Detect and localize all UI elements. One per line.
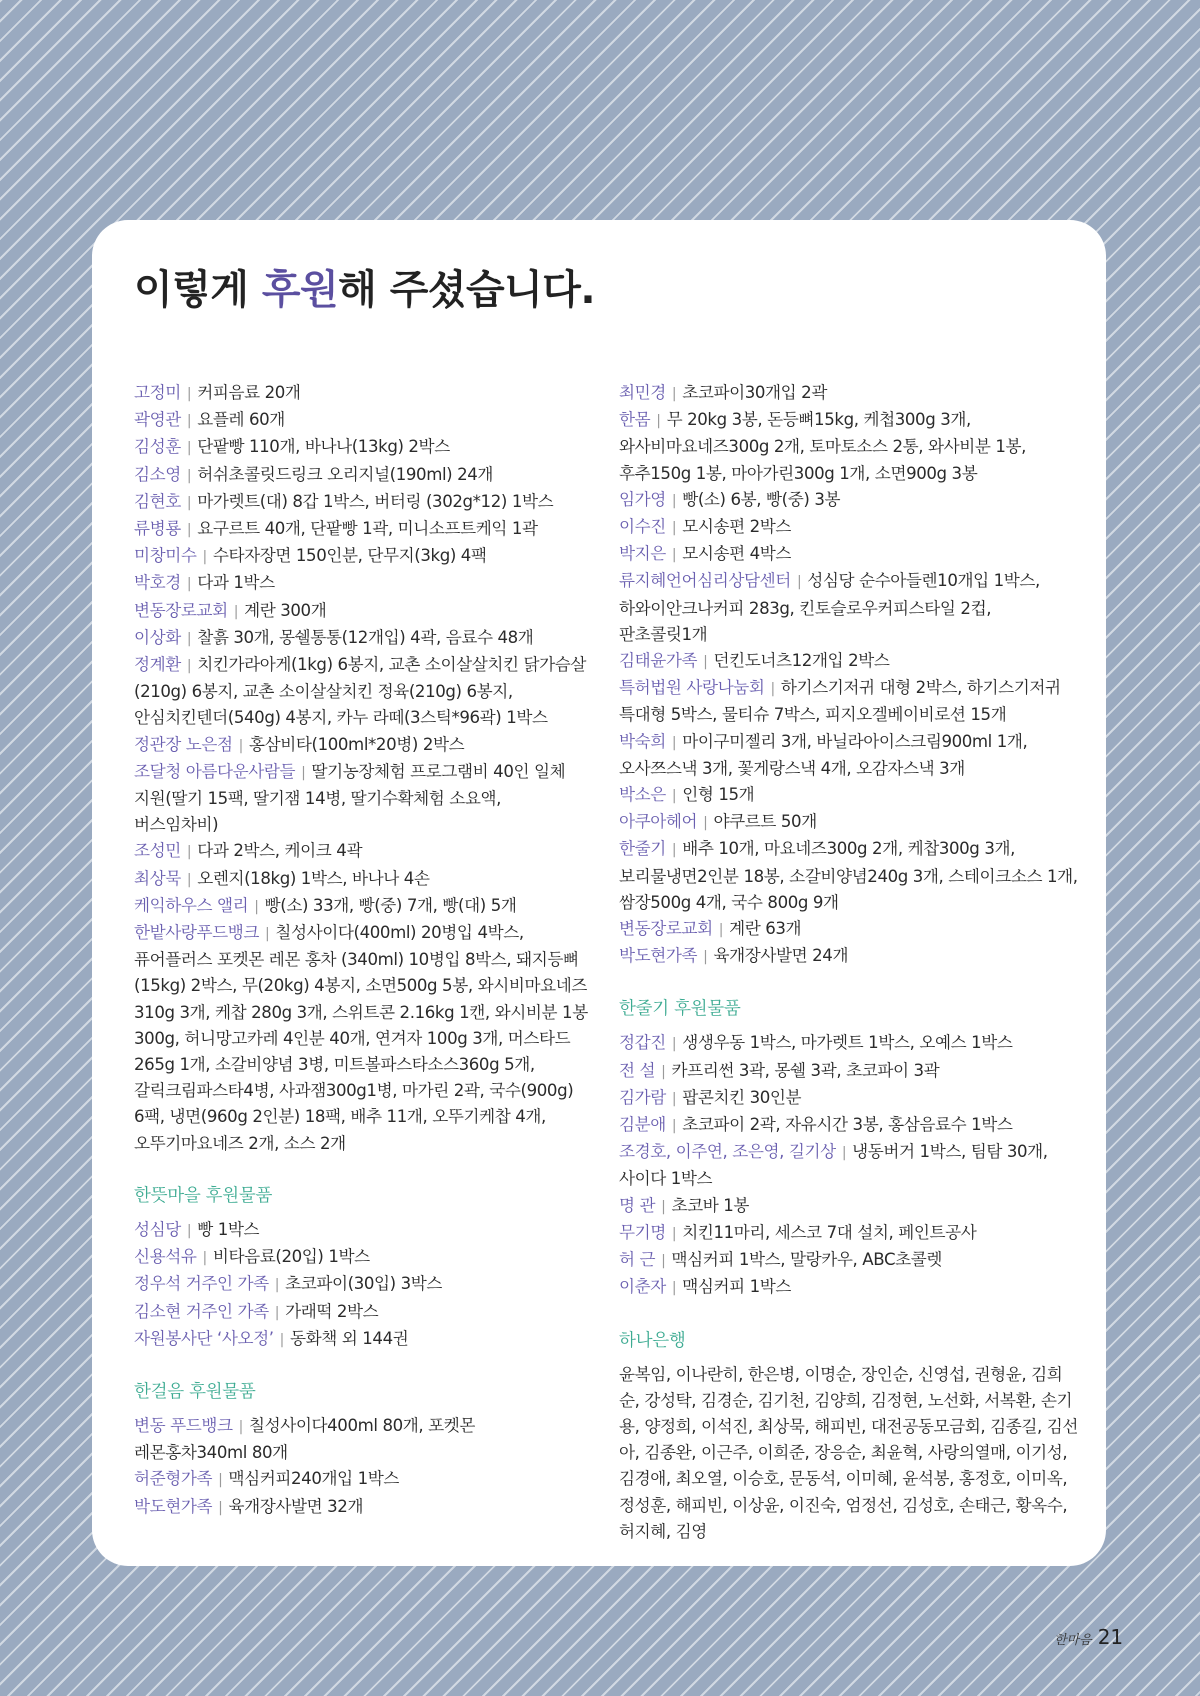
donor-name: 조경호, 이주연, 조은영, 길기상 (619, 1142, 836, 1162)
separator-bar: | (671, 1118, 677, 1135)
donated-items: 커피음료 20개 (197, 383, 301, 402)
donor-entry (619, 729, 1079, 782)
separator-bar: | (186, 467, 192, 484)
donor-name: 특허법원 사랑나눔회 (619, 678, 765, 698)
separator-bar: | (671, 547, 677, 564)
donor-entry (619, 541, 1079, 568)
donor-name: 최상묵 (134, 868, 181, 888)
donor-entry (619, 675, 1079, 728)
separator-bar: | (671, 734, 677, 751)
donor-name: 신용석유 (134, 1247, 197, 1267)
donor-name: 아쿠아헤어 (619, 812, 698, 832)
donated-items: 팝콘치킨 30인분 (682, 1087, 802, 1107)
hanttteum-donor-list (134, 1217, 589, 1353)
donor-name: 허준형가족 (134, 1469, 213, 1489)
separator-bar: | (233, 603, 239, 620)
donated-items: 무 20kg 3봉, 돈등뼈15kg, 케첩300g 3개, 와사비마요네즈300g 2개, 토마토소스 2통, 와사비분 1봉, 후추150g 1봉, 마아가린300g 1개, 소면900g 3봉 (619, 410, 1027, 483)
donor-name: 정관장 노은점 (134, 734, 233, 754)
donor-name: 정우석 거주인 가족 (134, 1274, 269, 1294)
donor-name: 무기명 (619, 1222, 666, 1242)
donor-name: 이상화 (134, 627, 181, 647)
donated-items: 냉동버거 1박스, 팀탐 30개, 사이다 1박스 (619, 1142, 1048, 1189)
donated-items: 맥심커피 1박스, 말랑카우, ABC초콜렛 (671, 1250, 943, 1270)
donated-items: 육개장사발면 24개 (713, 946, 849, 966)
donor-name: 변동장로교회 (134, 600, 228, 620)
donor-name: 전 설 (619, 1060, 656, 1080)
donated-items: 계란 63개 (729, 919, 802, 939)
donor-name: 자원봉사단 ‘사오정’ (134, 1328, 274, 1348)
separator-bar: | (238, 737, 243, 754)
donor-name: 김가람 (619, 1087, 666, 1107)
separator-bar: | (202, 549, 207, 566)
donor-entry (619, 514, 1079, 541)
donor-name: 류병룡 (134, 519, 181, 539)
donor-name: 이수진 (619, 517, 666, 537)
separator-bar: | (186, 844, 192, 861)
separator-bar: | (186, 630, 192, 647)
separator-bar: | (186, 658, 192, 675)
separator-bar: | (265, 926, 270, 943)
donated-items: 동화책 외 144권 (290, 1328, 409, 1348)
donor-entry (134, 1494, 589, 1521)
section-heading-hana: 하나은행 (619, 1330, 686, 1351)
donor-entry (619, 916, 1079, 943)
donor-name: 변동 푸드뱅크 (134, 1415, 233, 1435)
donor-entry (134, 1217, 589, 1244)
donor-name: 케익하우스 앨리 (134, 895, 249, 915)
separator-bar: | (279, 1331, 284, 1348)
donor-name: 박소은 (619, 785, 666, 805)
donor-name: 박호경 (134, 573, 181, 593)
separator-bar: | (186, 386, 192, 402)
donor-entry (619, 1247, 1079, 1274)
donated-items: 빵(소) 6봉, 빵(중) 3봉 (682, 489, 841, 509)
donated-items: 빵 1박스 (197, 1219, 260, 1239)
donor-entry (134, 838, 589, 865)
donor-entry (134, 598, 589, 625)
donated-items: 야쿠르트 50개 (713, 812, 817, 832)
donated-items: 허쉬초콜릿드링크 오리지널(190ml) 24개 (197, 464, 494, 484)
donor-name: 고정미 (134, 383, 181, 402)
title-post: 해 주셨습니다. (338, 267, 596, 313)
donor-entry (619, 809, 1079, 836)
separator-bar: | (703, 654, 708, 671)
left-donor-list (134, 380, 589, 1157)
donor-name: 변동장로교회 (619, 919, 713, 939)
page-footer (1054, 1625, 1123, 1649)
donated-items: 맥심커피 1박스 (682, 1277, 792, 1297)
donor-name: 김분애 (619, 1115, 666, 1135)
page-title (134, 258, 595, 315)
donor-entry (619, 1220, 1079, 1247)
donated-items: 배추 10개, 마요네즈300g 2개, 케찹300g 3개, 보리물냉면2인분 18봉, 소갈비양념240g 3개, 스테이크소스 1개, 쌈장500g 4개, 국수 800g 9개 (619, 839, 1078, 912)
donor-entry (134, 1413, 589, 1466)
donor-entry (134, 920, 589, 1157)
donated-items: 다과 1박스 (197, 573, 275, 593)
donor-entry (134, 570, 589, 597)
donor-entry (134, 516, 589, 543)
donor-name: 김소영 (134, 464, 181, 484)
section-heading-hangeoreum: 한걸음 후원물품 (134, 1381, 256, 1402)
donor-name: 곽영관 (134, 410, 181, 430)
separator-bar: | (274, 1277, 280, 1294)
donated-items: 마가렛트(대) 8갑 1박스, 버터링 (302g*12) 1박스 (197, 491, 554, 511)
donor-entry (619, 487, 1079, 514)
donor-entry (134, 1299, 589, 1326)
separator-bar: | (671, 386, 677, 402)
donor-entry (619, 1085, 1079, 1112)
right-donor-list (619, 380, 1079, 970)
separator-bar: | (661, 1063, 666, 1080)
donated-items: 던킨도너츠12개입 2박스 (713, 651, 890, 671)
donated-items: 마이구미젤리 3개, 바닐라아이스크림900ml 1개, 오사쯔스낵 3개, 꽃게랑스낵 4개, 오감자스낵 3개 (619, 731, 1028, 778)
donor-entry (134, 489, 589, 516)
page-number: 21 (1097, 1625, 1124, 1649)
donor-entry (619, 836, 1079, 916)
donor-entry (134, 407, 589, 434)
donated-items: 홍삼비타(100ml*20병) 2박스 (248, 734, 465, 754)
donor-entry (134, 1466, 589, 1493)
separator-bar: | (671, 520, 677, 537)
donor-entry (134, 462, 589, 489)
hanjulgi-donor-list (619, 1030, 1079, 1301)
donor-name: 조달청 아름다운사람들 (134, 761, 296, 781)
donor-entry (619, 943, 1079, 970)
donated-items: 육개장사발면 32개 (228, 1496, 364, 1516)
donor-name: 허 근 (619, 1250, 656, 1270)
donor-name: 김태윤가족 (619, 651, 698, 671)
hana-bank-names: 윤복임, 이나란히, 한은병, 이명순, 장인순, 신영섭, 권형윤, 김희순, 강성탁, 김경순, 김기천, 김양희, 김정현, 노선화, 서복환, 손기용, 양정희, 이석진, 최상묵, 해피빈, 대전공동모금회, 김종길, 김선아, 김종완, 이근주, 이희준, 장응순, 최윤혁, 사랑의열매, 이기성, 김경애, 최오열, 이승호, 문동석, 이미혜, 윤석봉, 홍정호, 이미옥, 정성훈, 해피빈, 이상윤, 이진숙, 엄정선, 김성호, 손태근, 황옥수, 허지혜, 김영 (619, 1364, 1078, 1541)
donated-items: 인형 15개 (682, 785, 755, 805)
donated-items: 빵(소) 33개, 빵(중) 7개, 빵(대) 5개 (264, 895, 517, 915)
separator-bar: | (703, 815, 708, 832)
donor-entry (134, 732, 589, 759)
donor-entry (134, 866, 589, 893)
donor-name: 박도현가족 (134, 1496, 213, 1516)
donor-entry (134, 1326, 589, 1353)
separator-bar: | (186, 440, 192, 457)
separator-bar: | (796, 574, 802, 591)
donated-items: 단팥빵 110개, 바나나(13kg) 2박스 (197, 437, 450, 457)
donor-name: 미창미수 (134, 546, 197, 566)
donated-items: 모시송편 4박스 (682, 544, 792, 564)
donor-entry (619, 568, 1079, 648)
separator-bar: | (656, 413, 661, 430)
donor-entry (619, 782, 1079, 809)
separator-bar: | (671, 1225, 677, 1242)
donor-entry (619, 1274, 1079, 1301)
donated-items: 성심당 순수아들렌10개입 1박스, 하와이안크나커피 283g, 킨토슬로우커피스타일 2컵, 판초콜릿1개 (619, 571, 1040, 644)
donor-name: 박지은 (619, 544, 666, 564)
donor-entry (619, 407, 1079, 487)
donated-items: 가래떡 2박스 (285, 1301, 379, 1321)
donated-items: 초코파이30개입 2곽 (682, 383, 827, 402)
left-column (134, 380, 589, 1521)
separator-bar: | (770, 681, 775, 698)
separator-bar: | (186, 1222, 192, 1239)
donor-entry (134, 625, 589, 652)
separator-bar: | (186, 494, 192, 511)
separator-bar: | (671, 1280, 677, 1297)
donor-name: 정갑진 (619, 1033, 666, 1053)
donated-items: 치킨11마리, 세스코 7대 설치, 페인트공사 (682, 1222, 977, 1242)
donated-items: 생생우동 1박스, 마가렛트 1박스, 오예스 1박스 (682, 1033, 1013, 1053)
donor-name: 김소현 거주인 가족 (134, 1301, 269, 1321)
separator-bar: | (703, 949, 708, 966)
donor-name: 박도현가족 (619, 946, 698, 966)
donor-entry (619, 1058, 1079, 1085)
separator-bar: | (218, 1499, 223, 1516)
donated-items: 초코파이 2곽, 자유시간 3봉, 홍삼음료수 1박스 (682, 1115, 1013, 1135)
donated-items: 모시송편 2박스 (682, 517, 792, 537)
footer-logo: 한마음 (1054, 1633, 1092, 1648)
donated-items: 수타자장면 150인분, 단무지(3kg) 4팩 (212, 546, 487, 566)
donated-items: 초코바 1봉 (671, 1195, 750, 1215)
donated-items: 맥심커피240개입 1박스 (228, 1469, 400, 1489)
donated-items: 찰흙 30개, 몽쉘통통(12개입) 4곽, 음료수 48개 (197, 627, 534, 647)
donor-name: 이춘자 (619, 1277, 666, 1297)
separator-bar: | (671, 788, 677, 805)
donated-items: 비타음료(20입) 1박스 (212, 1247, 370, 1267)
donor-name: 조성민 (134, 841, 181, 861)
separator-bar: | (186, 576, 192, 593)
donor-entry (134, 434, 589, 461)
separator-bar: | (671, 1090, 677, 1107)
donor-name: 한줄기 (619, 839, 666, 859)
donor-name: 임가영 (619, 489, 666, 509)
donor-name: 김성훈 (134, 437, 181, 457)
separator-bar: | (218, 1472, 223, 1489)
separator-bar: | (186, 522, 192, 539)
title-highlight: 후원 (261, 267, 339, 313)
separator-bar: | (202, 1250, 207, 1267)
donor-entry (134, 1271, 589, 1298)
donor-entry (619, 380, 1079, 407)
separator-bar: | (238, 1418, 243, 1435)
donated-items: 요플레 60개 (197, 410, 285, 430)
separator-bar: | (671, 492, 677, 509)
donor-entry (619, 1112, 1079, 1139)
donated-items: 요구르트 40개, 단팥빵 1곽, 미니소프트케익 1곽 (197, 519, 538, 539)
donated-items: 초코파이(30입) 3박스 (285, 1274, 443, 1294)
donated-items: 칠성사이다(400ml) 20병입 4박스, 퓨어플러스 포켓몬 레몬 홍차 (340ml) 10병입 8박스, 돼지등뼈(15kg) 2박스, 무(20kg) 4봉지, 소면500g 5봉, 와시비마요네즈 310g 3개, 케찹 280g 3개, 스위트콘 2.16kg 1캔, 와시비분 1봉 300g, 허니망고카레 4인분 40개, 연겨자 100g 3개, 머스타드 265g 1개, 소갈비양념 3병, 미트볼파스타소스360g 5개, 갈릭크림파스타4병, 사과잼300g1병, 마가린 2곽, 국수(900g) 6팩, 냉면(960g 2인분) 18팩, 배추 11개, 오뚜기케찹 4개, 오뚜기마요네즈 2개, 소스 2개 (134, 923, 588, 1153)
donated-items: 치킨가라아게(1kg) 6봉지, 교촌 소이살살치킨 닭가슴살(210g) 6봉지, 교촌 소이살살치킨 정육(210g) 6봉지, 안심치킨텐더(540g) 4봉지, 카누 라떼(3스틱*96곽) 1박스 (134, 655, 586, 728)
donor-name: 김현호 (134, 491, 181, 511)
separator-bar: | (661, 1253, 666, 1270)
donor-entry (134, 652, 589, 732)
donor-name: 한몸 (619, 410, 651, 430)
separator-bar: | (841, 1145, 847, 1162)
donor-name: 박숙희 (619, 731, 666, 751)
donor-entry (134, 380, 589, 407)
donated-items: 계란 300개 (244, 600, 327, 620)
donor-entry (619, 648, 1079, 675)
section-heading-hanjulgi: 한줄기 후원물품 (619, 999, 741, 1020)
title-pre: 이렇게 (134, 267, 262, 313)
right-column (619, 380, 1079, 1545)
separator-bar: | (661, 1198, 666, 1215)
hangeoreum-donor-list (134, 1413, 589, 1521)
donor-name: 성심당 (134, 1219, 181, 1239)
separator-bar: | (671, 842, 677, 859)
donor-entry (134, 759, 589, 839)
content-card (92, 220, 1106, 1566)
separator-bar: | (186, 871, 192, 888)
separator-bar: | (274, 1304, 280, 1321)
donated-items: 오렌지(18kg) 1박스, 바나나 4손 (197, 868, 430, 888)
donor-entry (619, 1139, 1079, 1192)
donor-name: 명 관 (619, 1195, 656, 1215)
donor-entry (619, 1193, 1079, 1220)
donor-entry (134, 1244, 589, 1271)
separator-bar: | (254, 898, 259, 915)
donor-name: 최민경 (619, 383, 666, 402)
donor-name: 류지혜언어심리상담센터 (619, 571, 791, 591)
donor-entry (134, 893, 589, 920)
donated-items: 칠성사이다400ml 80개, 포켓몬 레몬홍차340ml 80개 (134, 1415, 476, 1463)
donated-items: 하기스기저귀 대형 2박스, 하기스기저귀 특대형 5박스, 물티슈 7박스, 피지오겔베이비로션 15개 (619, 678, 1061, 725)
donor-name: 정계환 (134, 655, 181, 675)
section-heading-hanttteum: 한뜻마을 후원물품 (134, 1185, 273, 1206)
separator-bar: | (671, 1036, 677, 1053)
donor-name: 한밭사랑푸드뱅크 (134, 923, 260, 943)
separator-bar: | (186, 413, 192, 430)
separator-bar: | (718, 922, 724, 939)
separator-bar: | (301, 764, 306, 781)
donated-items: 딸기농장체험 프로그램비 40인 일체 지원(딸기 15팩, 딸기잼 14병, 딸기수확체험 소요액, 버스임차비) (134, 761, 566, 835)
donor-entry (619, 1030, 1079, 1057)
donated-items: 카프리썬 3곽, 몽쉘 3곽, 초코파이 3곽 (671, 1060, 940, 1080)
donated-items: 다과 2박스, 케이크 4곽 (197, 841, 363, 861)
donor-entry (134, 543, 589, 570)
